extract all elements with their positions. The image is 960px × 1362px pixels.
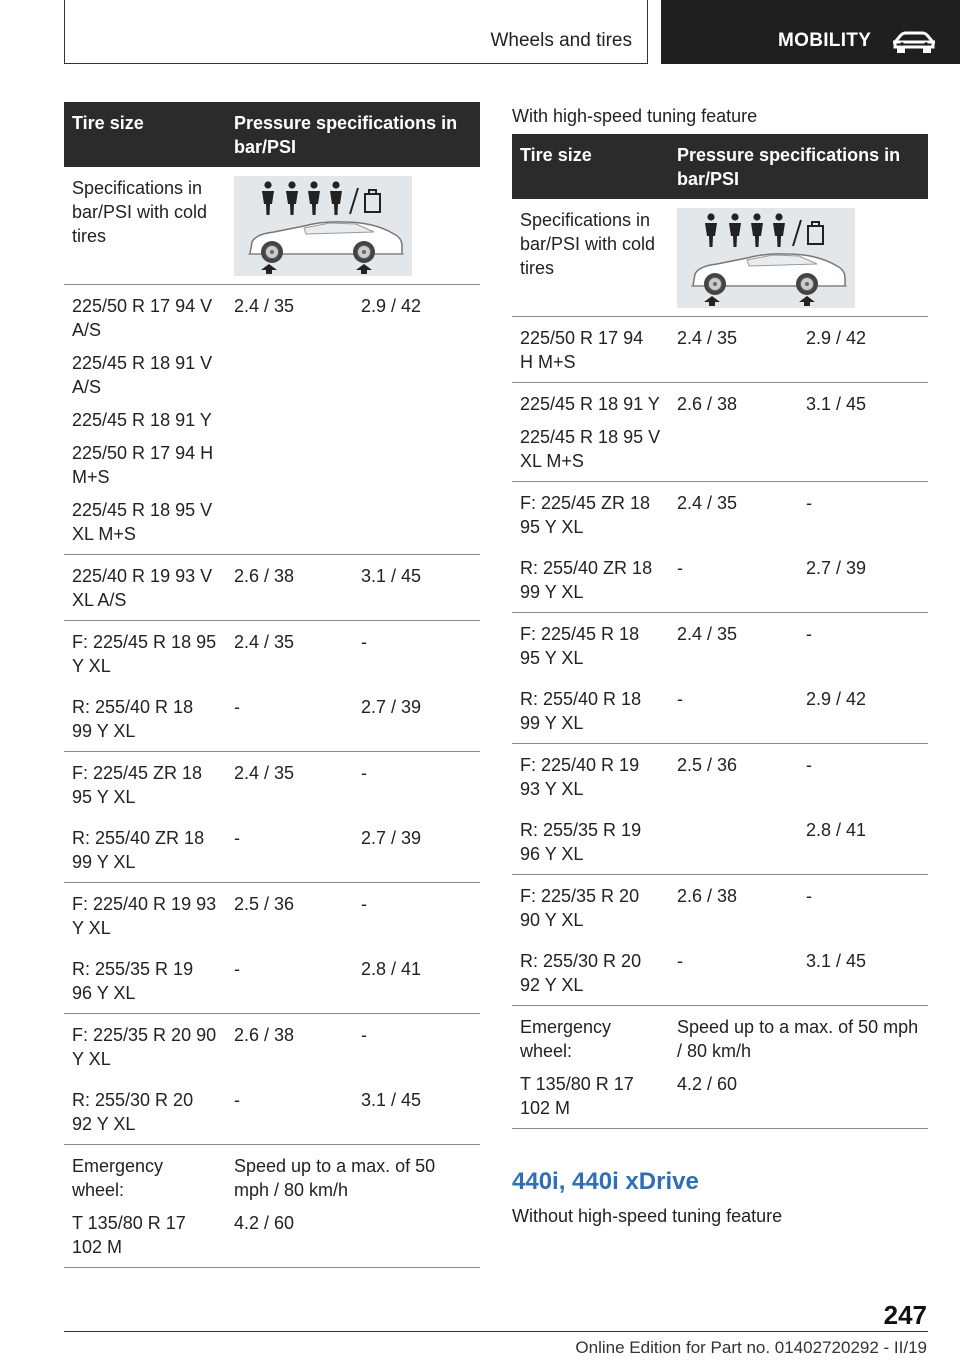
pressure-full-load: 2.8 / 41	[798, 809, 928, 875]
pressure-partial-load: 2.6 / 38	[234, 1025, 295, 1045]
emergency-speed: Speed up to a max. of 50 mph / 80 km/h	[234, 1156, 436, 1200]
footer-edition: Online Edition for Part no. 01402720292 - II/19	[575, 1338, 927, 1357]
right-pressure-table	[512, 134, 928, 1129]
footer-divider	[64, 1331, 928, 1332]
tire-size: F: 225/35 R 20 90 Y XL	[520, 886, 640, 930]
tire-size-cell	[512, 547, 669, 613]
table-row	[64, 948, 480, 1014]
table-row	[512, 809, 928, 875]
tire-size-cell	[512, 809, 669, 875]
tire-size: F: 225/40 R 19 93 Y XL	[520, 755, 640, 799]
pressure-full-load: 2.9 / 42	[353, 285, 480, 555]
header-tire-size: Tire size	[64, 102, 226, 167]
table-row	[64, 686, 480, 752]
tire-size: 225/45 R 18 91 Y	[72, 410, 212, 430]
emergency-pressure: 4.2 / 60	[226, 1211, 480, 1268]
tire-size-cell	[64, 948, 226, 1014]
header-section-title: Wheels and tires	[490, 30, 632, 51]
table-row	[64, 555, 480, 621]
tire-size-cell	[512, 383, 669, 482]
emergency-pressure: 4.2 / 60	[669, 1072, 928, 1129]
left-pressure-table	[64, 102, 480, 1268]
pressure-full-load: -	[806, 493, 812, 513]
tire-size: R: 255/40 R 18 99 Y XL	[72, 697, 194, 741]
tire-size-cell	[512, 678, 669, 744]
spec-row	[512, 199, 928, 317]
tire-size: 225/40 R 19 93 V XL A/S	[72, 566, 213, 610]
pressure-partial-load: 2.4 / 35	[234, 632, 295, 652]
load-diagram-cell	[669, 199, 928, 317]
tire-size: F: 225/45 ZR 18 95 Y XL	[72, 763, 203, 807]
tire-size-cell	[512, 482, 669, 548]
header-pressure-spec: Pressure specifications in bar/PSI	[226, 102, 480, 167]
table-row	[512, 317, 928, 383]
tire-size-cell	[512, 875, 669, 941]
load-diagram-cell	[226, 167, 480, 285]
pressure-partial-load: 2.4 / 35	[226, 285, 353, 555]
car-side-icon	[677, 208, 855, 308]
table-row	[64, 1014, 480, 1080]
table-row	[512, 940, 928, 1006]
spec-row	[64, 167, 480, 285]
pressure-full-load: -	[806, 886, 812, 906]
pressure-partial-load: 2.5 / 36	[677, 755, 738, 775]
tire-size: F: 225/40 R 19 93 Y XL	[72, 894, 217, 938]
emergency-size: T 135/80 R 17 102 M	[512, 1072, 669, 1129]
tire-size-cell	[512, 317, 669, 383]
emergency-size-row	[512, 1072, 928, 1129]
table-row	[512, 875, 928, 941]
pressure-partial-load: 2.4 / 35	[669, 317, 798, 383]
table-row	[512, 547, 928, 613]
pressure-partial-load: -	[226, 686, 353, 752]
pressure-full-load: -	[806, 624, 812, 644]
pressure-full-load: -	[806, 755, 812, 775]
tire-size: R: 255/30 R 20 92 Y XL	[72, 1090, 194, 1134]
pressure-partial-load: 2.6 / 38	[669, 383, 798, 482]
pressure-full-load: 2.9 / 42	[798, 317, 928, 383]
tire-size: 225/45 R 18 95 V XL M+S	[520, 427, 661, 471]
emergency-size-row	[64, 1211, 480, 1268]
table-row	[512, 613, 928, 679]
table-row	[64, 817, 480, 883]
tire-size-cell	[64, 883, 226, 949]
header-pressure-spec: Pressure specifications in bar/PSI	[669, 134, 928, 199]
pressure-partial-load: -	[669, 678, 798, 744]
pressure-full-load: 2.7 / 39	[798, 547, 928, 613]
table-row	[64, 752, 480, 818]
pressure-partial-load: -	[226, 1079, 353, 1145]
tire-size-cell	[64, 1079, 226, 1145]
pressure-full-load: -	[361, 1025, 367, 1045]
spec-label: Specifications in bar/PSI with cold tires	[512, 199, 669, 317]
tire-size-cell	[64, 555, 226, 621]
tire-size: F: 225/45 R 18 95 Y XL	[520, 624, 640, 668]
table-row	[512, 678, 928, 744]
emergency-size: T 135/80 R 17 102 M	[64, 1211, 226, 1268]
pressure-full-load: 3.1 / 45	[353, 1079, 480, 1145]
pressure-full-load: 3.1 / 45	[353, 555, 480, 621]
tire-size-cell	[512, 744, 669, 810]
pressure-partial-load	[669, 809, 798, 875]
tire-size: R: 255/35 R 19 96 Y XL	[72, 959, 194, 1003]
pressure-partial-load: -	[669, 547, 798, 613]
table-row	[512, 744, 928, 810]
tire-size-cell	[64, 817, 226, 883]
pressure-partial-load: 2.4 / 35	[677, 624, 738, 644]
tire-size-cell	[64, 1014, 226, 1080]
pressure-partial-load: 2.5 / 36	[234, 894, 295, 914]
pressure-full-load: 3.1 / 45	[798, 940, 928, 1006]
table-row	[64, 285, 480, 555]
pressure-partial-load: 2.4 / 35	[234, 763, 295, 783]
emergency-row	[512, 1006, 928, 1073]
pressure-partial-load: -	[226, 817, 353, 883]
pressure-partial-load: 2.6 / 38	[226, 555, 353, 621]
table-row	[512, 482, 928, 548]
tire-size-cell	[64, 752, 226, 818]
pressure-partial-load: -	[669, 940, 798, 1006]
pressure-partial-load: 2.6 / 38	[677, 886, 738, 906]
emergency-row	[64, 1145, 480, 1212]
pressure-full-load: 3.1 / 45	[798, 383, 928, 482]
car-side-icon	[234, 176, 412, 276]
emergency-label: Emergency wheel:	[72, 1156, 164, 1200]
tire-size: R: 255/40 ZR 18 99 Y XL	[520, 558, 653, 602]
table-row	[64, 621, 480, 687]
tire-size: R: 255/30 R 20 92 Y XL	[520, 951, 642, 995]
tire-size: F: 225/45 R 18 95 Y XL	[72, 632, 217, 676]
tire-size-cell	[64, 285, 226, 555]
pressure-full-load: -	[361, 632, 367, 652]
table-row	[64, 1079, 480, 1145]
tire-size: F: 225/45 ZR 18 95 Y XL	[520, 493, 651, 537]
pressure-full-load: 2.7 / 39	[353, 817, 480, 883]
tire-size: 225/45 R 18 91 V A/S	[72, 353, 213, 397]
load-diagram	[677, 208, 855, 308]
table-row	[512, 383, 928, 482]
emergency-speed: Speed up to a max. of 50 mph / 80 km/h	[677, 1017, 919, 1061]
tire-size-cell	[512, 940, 669, 1006]
section-heading: 440i, 440i xDrive	[512, 1168, 699, 1195]
tire-size: F: 225/35 R 20 90 Y XL	[72, 1025, 217, 1069]
header-chapter-label: MOBILITY	[778, 30, 872, 51]
table-header-row	[64, 102, 480, 167]
page-number: 247	[883, 1300, 927, 1330]
pressure-full-load: -	[361, 894, 367, 914]
tire-size: R: 255/35 R 19 96 Y XL	[520, 820, 642, 864]
car-icon	[891, 30, 937, 56]
tire-size: 225/45 R 18 95 V XL M+S	[72, 500, 213, 544]
pressure-full-load: 2.8 / 41	[353, 948, 480, 1014]
header-tire-size: Tire size	[512, 134, 669, 199]
table-header-row	[512, 134, 928, 199]
tire-size: 225/50 R 17 94 H M+S	[72, 443, 214, 487]
tire-size-cell	[512, 613, 669, 679]
pressure-partial-load: -	[226, 948, 353, 1014]
pressure-full-load: -	[361, 763, 367, 783]
tire-size: 225/50 R 17 94 H M+S	[520, 328, 644, 372]
header-chapter-tab[interactable]	[661, 0, 960, 64]
right-table-title: With high-speed tuning feature	[512, 106, 758, 126]
section-subheading: Without high-speed tuning feature	[512, 1206, 783, 1226]
tire-size: R: 255/40 R 18 99 Y XL	[520, 689, 642, 733]
load-diagram	[234, 176, 412, 276]
pressure-partial-load: 2.4 / 35	[677, 493, 738, 513]
tire-size: R: 255/40 ZR 18 99 Y XL	[72, 828, 205, 872]
spec-label: Specifications in bar/PSI with cold tires	[64, 167, 226, 285]
tire-size: 225/45 R 18 91 Y	[520, 394, 660, 414]
pressure-full-load: 2.7 / 39	[353, 686, 480, 752]
table-row	[64, 883, 480, 949]
emergency-label: Emergency wheel:	[520, 1017, 612, 1061]
tire-size: 225/50 R 17 94 V A/S	[72, 296, 213, 340]
tire-size-cell	[64, 621, 226, 687]
pressure-full-load: 2.9 / 42	[798, 678, 928, 744]
page-header	[0, 0, 960, 66]
tire-size-cell	[64, 686, 226, 752]
